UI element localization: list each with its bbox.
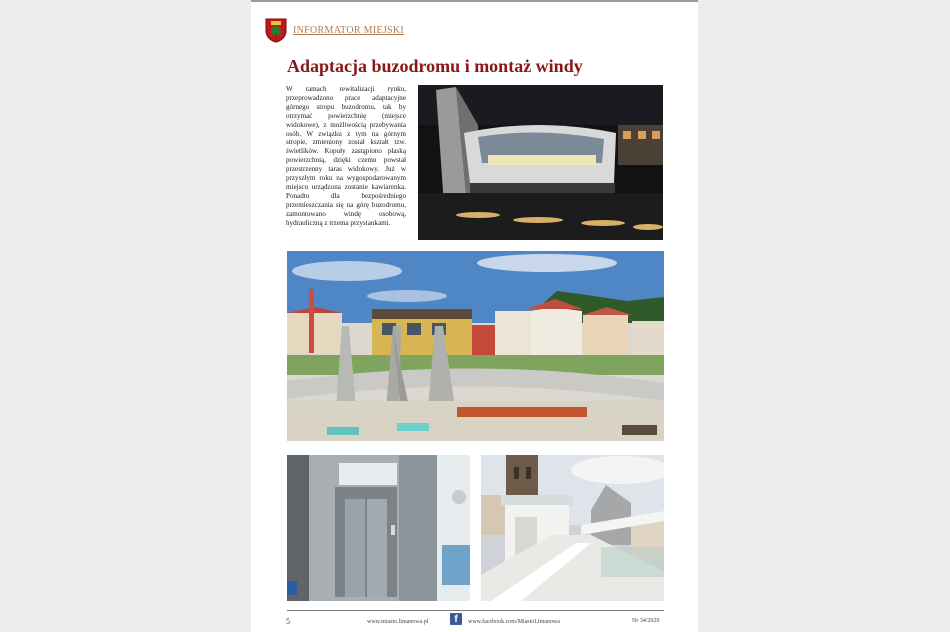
- footer-facebook-link[interactable]: www.facebook.com/MiastoLimanowa: [468, 619, 560, 625]
- article-body: W ramach rewitalizacji rynku, przeprowadzono prace adaptacyjne górnego stropu buzodromu, tak by otrzymać powierzchnię (miejsce widokowe), z możliwością przebywania osób. W związku z tym na górnym stropie, zmieniony został kształt tzw. świetlików. Kopuły zastąpiono płaską powierzchnią, dzięki czemu powstał przestrzenny taras widokowy. Już w przyszłym roku na wygospodarowanym miejscu urządzona zostanie kawiarenka. Ponadto dla bezpośredniego przemieszczania się na górę buzodromu, zamontowano windę osobową, hydrauliczną z trzema przystankami.: [286, 85, 406, 227]
- footer-website-link[interactable]: www.miasto.limanowa.pl: [367, 619, 429, 625]
- facebook-icon: f: [450, 613, 462, 625]
- issue-number: Nr 34/2020: [632, 618, 660, 624]
- section-header-label[interactable]: INFORMATOR MIEJSKI: [293, 25, 405, 36]
- footer-divider: [287, 610, 664, 611]
- photo-elevator-interior: [287, 455, 470, 601]
- photo-market-square: [287, 251, 664, 441]
- photo-elevator-exterior: [481, 455, 664, 601]
- article-title: Adaptacja buzodromu i montaż windy: [287, 56, 583, 76]
- photo-buzodrom-night: [418, 85, 663, 240]
- page-number: 5: [286, 617, 290, 626]
- city-crest-icon: [265, 18, 287, 43]
- magazine-page: [251, 0, 698, 632]
